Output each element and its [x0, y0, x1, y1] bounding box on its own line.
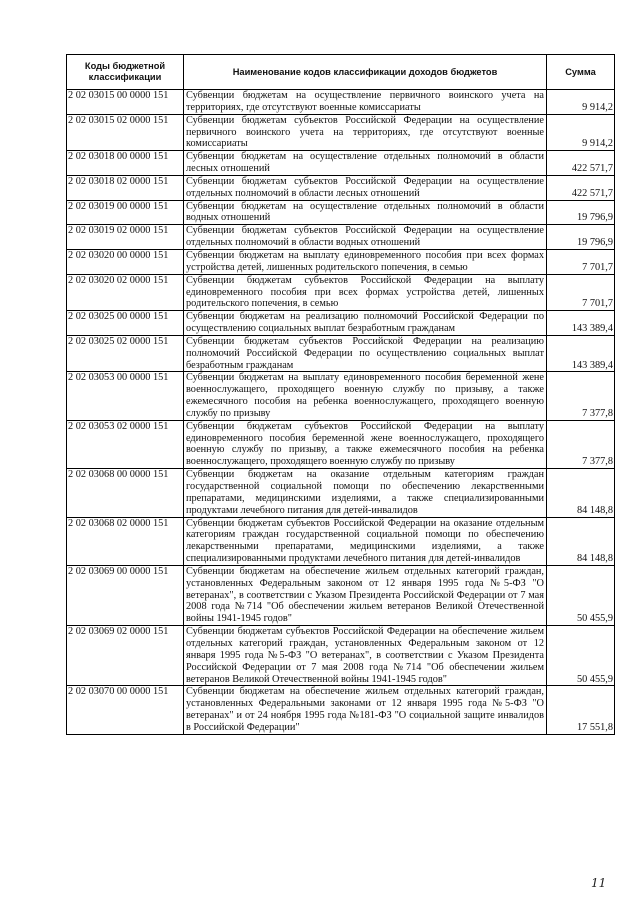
- page-number: 11: [591, 876, 607, 890]
- sum-cell: 84 148,8: [547, 517, 615, 565]
- sum-cell: 9 914,2: [547, 114, 615, 151]
- sum-cell: 50 455,9: [547, 565, 615, 625]
- budget-table-sheet: [66, 54, 614, 735]
- table-header-row: [67, 55, 615, 90]
- table-row: [67, 686, 615, 734]
- name-cell: Субвенции бюджетам субъектов Российской Федерации на реализацию полномочий Российской Федерации по осуществлению социальных выплат безработным гражданам: [184, 335, 547, 372]
- table-row: [67, 517, 615, 565]
- name-cell: Субвенции бюджетам на оказание отдельным категориям граждан государственной социальной помощи по обеспечению лекарственными препаратами, медицинскими изделиями, а также специализированными продуктами лечебного питания для детей-инвалидов: [184, 469, 547, 517]
- code-cell: 2 02 03070 00 0000 151: [67, 686, 184, 734]
- sum-cell: 19 796,9: [547, 225, 615, 250]
- name-cell: Субвенции бюджетам субъектов Российской Федерации на выплату единовременного пособия беременной жене военнослужащего, проходящего военную службу по призыву, а также ежемесячного пособия на ребенка военнослужащего, проходящего военную службу по призыву: [184, 420, 547, 468]
- name-cell: Субвенции бюджетам субъектов Российской Федерации на осуществление первичного воинского учета на территориях, где отсутствуют военные комиссариаты: [184, 114, 547, 151]
- budget-revenue-table: [66, 54, 615, 735]
- name-cell: Субвенции бюджетам на осуществление отдельных полномочий в области лесных отношений: [184, 151, 547, 176]
- sum-cell: 19 796,9: [547, 200, 615, 225]
- sum-cell: 7 377,8: [547, 420, 615, 468]
- table-row: [67, 90, 615, 115]
- table-row: [67, 420, 615, 468]
- name-cell: Субвенции бюджетам на выплату единовременного пособия при всех формах устройства детей, лишенных родительского попечения, в семью: [184, 249, 547, 274]
- name-cell: Субвенции бюджетам субъектов Российской Федерации на обеспечение жильем отдельных категорий граждан, установленных Федеральным законом от 12 января 1995 года №5-ФЗ "О ветеранах", в соответствии с Указом Президента Российской Федерации от 7 мая 2008 года №714 "Об обеспечении жильем ветеранов Великой Отечественной войны 1941-1945 годов": [184, 626, 547, 686]
- table-body: [67, 90, 615, 735]
- code-cell: 2 02 03053 02 0000 151: [67, 420, 184, 468]
- name-cell: Субвенции бюджетам субъектов Российской Федерации на осуществление отдельных полномочий в области водных отношений: [184, 225, 547, 250]
- code-cell: 2 02 03069 02 0000 151: [67, 626, 184, 686]
- code-cell: 2 02 03025 02 0000 151: [67, 335, 184, 372]
- table-row: [67, 274, 615, 311]
- sum-cell: 422 571,7: [547, 175, 615, 200]
- code-cell: 2 02 03018 00 0000 151: [67, 151, 184, 176]
- name-cell: Субвенции бюджетам на обеспечение жильем отдельных категорий граждан, установленных Федеральным законом от 12 января 1995 года №5-ФЗ "О ветеранах", в соответствии с Указом Президента Российской Федерации от 7 мая 2008 года №714 "Об обеспечении жильем ветеранов Великой Отечественной войны 1941-1945 годов": [184, 565, 547, 625]
- code-cell: 2 02 03015 02 0000 151: [67, 114, 184, 151]
- code-cell: 2 02 03069 00 0000 151: [67, 565, 184, 625]
- name-cell: Субвенции бюджетам на выплату единовременного пособия беременной жене военнослужащего, проходящего военную службу по призыву, а также ежемесячного пособия на ребенка военнослужащего, проходящего военную службу по призыву: [184, 372, 547, 420]
- sum-cell: 17 551,8: [547, 686, 615, 734]
- table-row: [67, 200, 615, 225]
- table-row: [67, 151, 615, 176]
- code-cell: 2 02 03020 02 0000 151: [67, 274, 184, 311]
- name-cell: Субвенции бюджетам на осуществление отдельных полномочий в области водных отношений: [184, 200, 547, 225]
- sum-cell: 143 389,4: [547, 335, 615, 372]
- table-row: [67, 311, 615, 336]
- code-cell: 2 02 03068 00 0000 151: [67, 469, 184, 517]
- sum-cell: 143 389,4: [547, 311, 615, 336]
- sum-cell: 84 148,8: [547, 469, 615, 517]
- table-row: [67, 372, 615, 420]
- sum-cell: 50 455,9: [547, 626, 615, 686]
- sum-cell: 422 571,7: [547, 151, 615, 176]
- name-cell: Субвенции бюджетам на осуществление первичного воинского учета на территориях, где отсутствуют военные комиссариаты: [184, 90, 547, 115]
- table-row: [67, 335, 615, 372]
- name-cell: Субвенции бюджетам субъектов Российской Федерации на оказание отдельным категориям граждан государственной социальной помощи по обеспечению лекарственными препаратами, медицинскими изделиями, а также специализированными продуктами лечебного питания для детей-инвалидов: [184, 517, 547, 565]
- table-row: [67, 114, 615, 151]
- header-name: Наименование кодов классификации доходов бюджетов: [184, 55, 547, 90]
- code-cell: 2 02 03019 02 0000 151: [67, 225, 184, 250]
- table-row: [67, 469, 615, 517]
- table-row: [67, 175, 615, 200]
- code-cell: 2 02 03053 00 0000 151: [67, 372, 184, 420]
- name-cell: Субвенции бюджетам субъектов Российской Федерации на осуществление отдельных полномочий в области лесных отношений: [184, 175, 547, 200]
- header-code: Коды бюджетной классификации: [67, 55, 184, 90]
- table-row: [67, 225, 615, 250]
- name-cell: Субвенции бюджетам на реализацию полномочий Российской Федерации по осуществлению социальных выплат безработным гражданам: [184, 311, 547, 336]
- code-cell: 2 02 03015 00 0000 151: [67, 90, 184, 115]
- sum-cell: 7 701,7: [547, 249, 615, 274]
- code-cell: 2 02 03019 00 0000 151: [67, 200, 184, 225]
- code-cell: 2 02 03018 02 0000 151: [67, 175, 184, 200]
- table-row: [67, 626, 615, 686]
- code-cell: 2 02 03020 00 0000 151: [67, 249, 184, 274]
- table-row: [67, 565, 615, 625]
- code-cell: 2 02 03068 02 0000 151: [67, 517, 184, 565]
- sum-cell: 9 914,2: [547, 90, 615, 115]
- sum-cell: 7 377,8: [547, 372, 615, 420]
- sum-cell: 7 701,7: [547, 274, 615, 311]
- code-cell: 2 02 03025 00 0000 151: [67, 311, 184, 336]
- name-cell: Субвенции бюджетам на обеспечение жильем отдельных категорий граждан, установленных Федеральными законами от 12 января 1995 года №5-ФЗ "О ветеранах" и от 24 ноября 1995 года №181-ФЗ "О социальной защите инвалидов в Российской Федерации": [184, 686, 547, 734]
- name-cell: Субвенции бюджетам субъектов Российской Федерации на выплату единовременного пособия при всех формах устройства детей, лишенных родительского попечения, в семью: [184, 274, 547, 311]
- table-row: [67, 249, 615, 274]
- header-sum: Сумма: [547, 55, 615, 90]
